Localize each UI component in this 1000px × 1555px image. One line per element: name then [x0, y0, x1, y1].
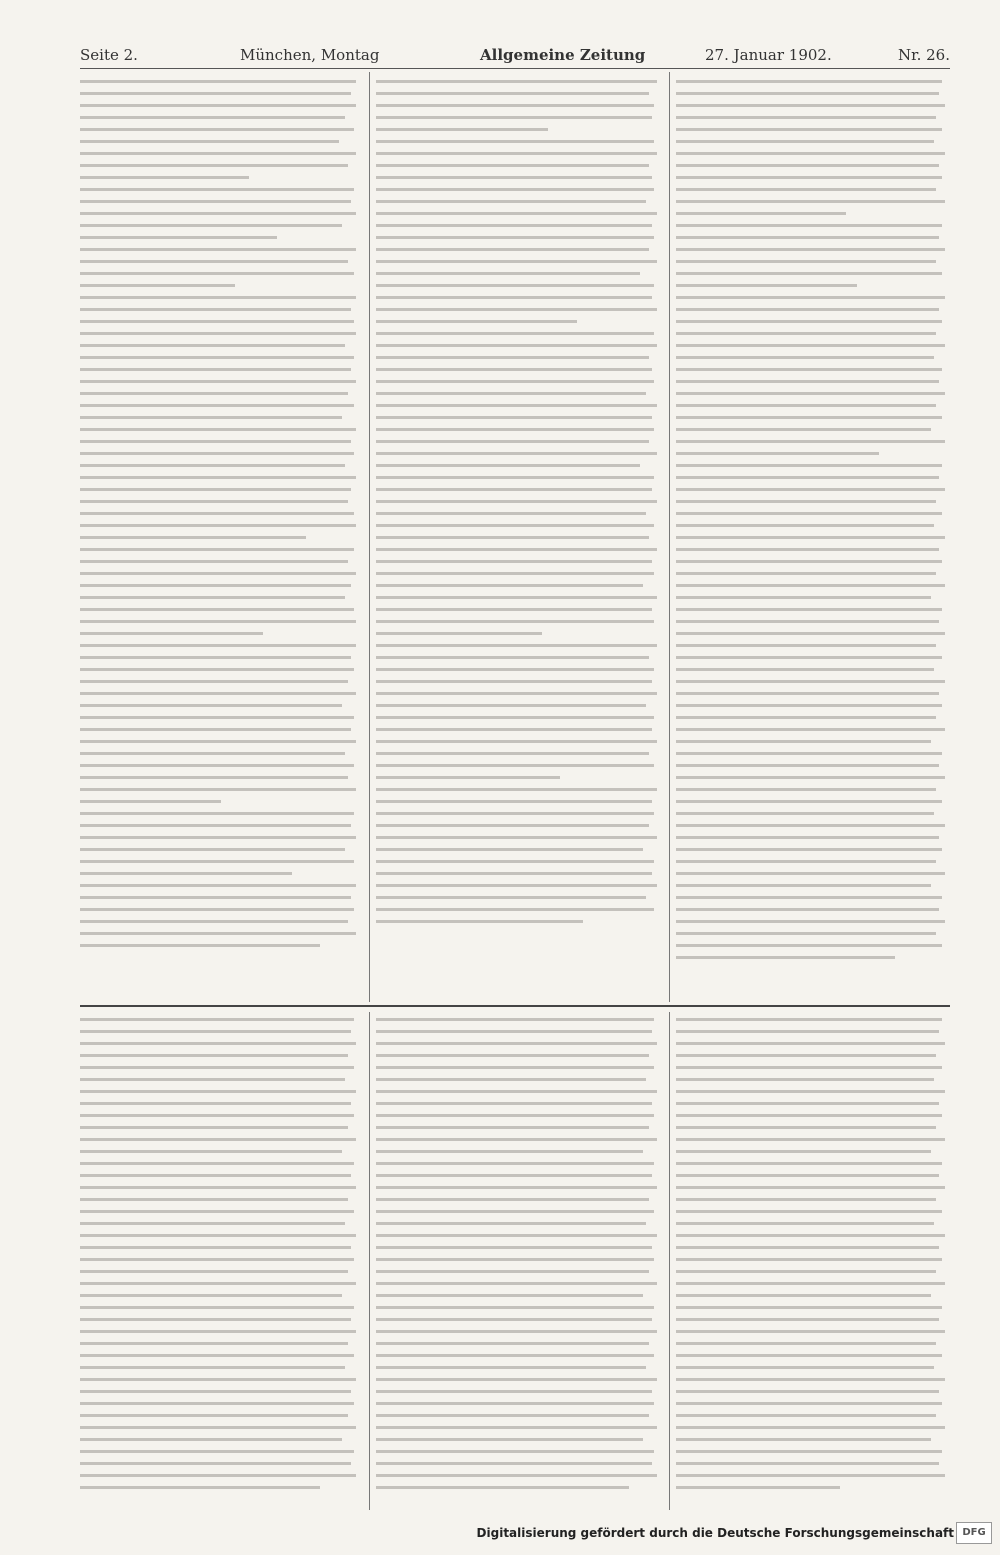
- column-3-lower: [676, 1018, 950, 1498]
- funding-note: Digitalisierung gefördert durch die Deutsche Forschungsgemeinschaft: [476, 1526, 954, 1540]
- digitization-footer: [0, 1515, 1000, 1555]
- column-2-upper: [376, 80, 663, 932]
- column-rule: [369, 72, 370, 1002]
- issue-date: 27. Januar 1902.: [705, 46, 832, 64]
- newspaper-title: Allgemeine Zeitung: [480, 46, 646, 64]
- column-rule: [669, 72, 670, 1002]
- place-weekday: München, Montag: [240, 46, 380, 64]
- column-1-lower: [80, 1018, 362, 1498]
- column-3-upper: [676, 80, 950, 968]
- column-2-lower: [376, 1018, 663, 1498]
- column-rule: [669, 1012, 670, 1510]
- page-header: [80, 44, 950, 66]
- page-number: Seite 2.: [80, 46, 138, 64]
- column-1-upper: [80, 80, 362, 956]
- header-rule: [80, 68, 950, 69]
- feuilleton-divider: [80, 1005, 950, 1007]
- issue-number: Nr. 26.: [897, 46, 950, 64]
- dfg-logo: DFG: [956, 1522, 992, 1544]
- column-rule: [369, 1012, 370, 1510]
